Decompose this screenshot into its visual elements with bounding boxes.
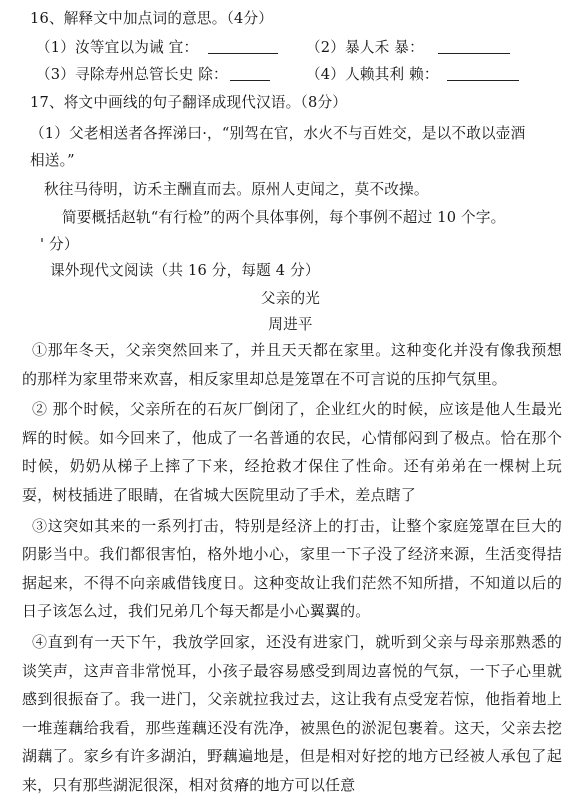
answer-blank-4[interactable] [447,66,519,81]
q16-item-1 [36,38,278,58]
q16-item-4 [306,65,519,85]
q16-item-2 [306,38,510,58]
answer-blank-1[interactable] [208,39,278,54]
paragraph-1: ①那年冬天，父亲突然回来了，并且天天都在家里。这种变化并没有像我预想的那样为家里带来欢喜，相反家里却总是笼罩在不可言说的压抑气氛里。 [22,341,562,388]
paragraph-3: ③这突如其来的一系列打击，特别是经济上的打击，让整个家庭笼罩在巨大的阴影当中。我们都很害怕，格外地小心，家里一下子没了经济来源，生活变得拮据起来，不得不向亲戚借钱度日。这种变故让我们茫然不知所措，不知道以后的日子该怎么过，我们兄弟几个每天都是小心翼翼的。 [22,516,562,621]
q16-item-2-label: （2）暴人禾 暴： [306,39,424,56]
paragraph-2: ② 那个时候，父亲所在的石灰厂倒闭了，企业红火的时候，应该是他人生最光辉的时候。如今回来了，他成了一名普通的农民，心情郁闷到了极点。恰在那个时候，奶奶从梯子上摔了下来，经抢救才保住了性命。还有弟弟在一棵树上玩耍，树枝插进了眼睛，在省城大医院里动了手术，差点瞎了 [22,400,562,504]
q17-sentence-1-line-2: 相送。” [30,152,75,169]
q16-item-1-label: （1）汝等宜以为诫 宜： [36,39,199,56]
q16-item-3-label: （3）寻除寿州总管长史 除： [36,66,228,83]
answer-blank-2[interactable] [438,39,510,54]
question-17-title: 17、将文中画线的句子翻译成现代汉语。（8分） [30,94,348,111]
paragraph-4: ④直到有一天下午，我放学回家，还没有进家门，就听到父亲与母亲那熟悉的谈笑声，这声音非常悦耳，小孩子最容易感受到周边喜悦的气氛，一下子心里就感到很振奋了。我一进门，父亲就拉我过去，这让我有点受宠若惊，他指着地上一堆莲藕给我看，那些莲藕还没有洗净，被黑色的淤泥包裹着。这天，父亲去挖湖藕了。家乡有许多湖泊，野藕遍地是，但是相对好挖的地方已经被人承包了起来，只有那些湖泥很深，相对贫瘠的地方可以任意 [22,632,562,794]
answer-blank-3[interactable] [230,66,270,81]
q17-sentence-1-line-1: （1）父老相送者各挥涕曰·，“别驾在官，水火不与百姓交，是以不敢以壶酒 [30,125,526,142]
question-18-text: 简要概括赵轨“有行检”的两个具体事例，每个事例不超过 10 个字。 [62,209,506,226]
article-title: 父亲的光 [260,290,321,307]
article-author: 周进平 [268,316,313,333]
q16-item-3 [36,65,270,85]
question-16-title: 16、解释文中加点词的意思。（4分） [30,10,274,27]
question-18-score: ' 分） [40,236,79,253]
section-heading: 课外现代文阅读（共 16 分，每题 4 分） [50,262,320,279]
article-body [22,336,562,800]
q16-item-4-label: （4）人赖其利 赖： [306,66,439,83]
q17-sentence-2: 秋往马待明，访禾主酬直而去。原州人吏闻之，莫不改操。 [44,181,429,198]
